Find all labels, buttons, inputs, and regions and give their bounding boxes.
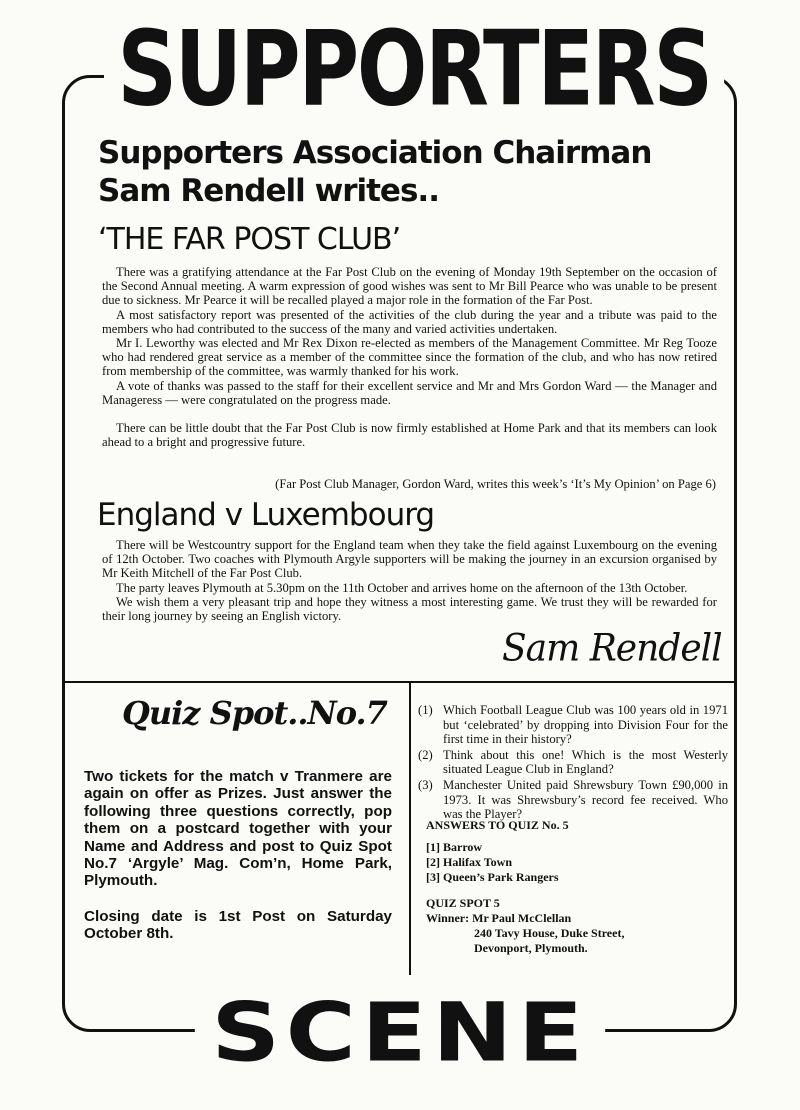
quiz-closing-date: Closing date is 1st Post on Saturday October 8th. xyxy=(84,907,392,943)
article-paragraph: There can be little doubt that the Far Post Club is now firmly established at Home Park and that its members can look ahead to a bright and progressive future. xyxy=(102,421,717,450)
sam-rendell-signature: Sam Rendell xyxy=(502,626,722,671)
england-luxembourg-article xyxy=(102,538,717,623)
quiz-instructions xyxy=(84,768,392,943)
article-paragraph: Mr I. Leworthy was elected and Mr Rex Dixon re-elected as members of the Management Committee. Mr Reg Tooze who had rendered great service as a member of the committee since the formation of the club, and who has now retired from membership of the committee, was warmly thanked for his work. xyxy=(102,336,717,379)
answer-item: [1] Barrow xyxy=(426,840,483,854)
question-text: Think about this one! Which is the most Westerly situated League Club in England? xyxy=(443,747,728,777)
far-post-club-title: ‘THE FAR POST CLUB’ xyxy=(98,222,401,257)
quiz-answers xyxy=(426,818,726,956)
quiz-question xyxy=(418,778,728,822)
quiz-winner xyxy=(426,896,726,956)
chairman-headline xyxy=(98,134,651,210)
answer-item: [3] Queen’s Park Rangers xyxy=(426,870,559,884)
section-divider xyxy=(62,681,737,683)
scene-banner-text: SCENE xyxy=(195,985,606,1080)
quiz-question xyxy=(418,748,728,777)
question-text: Manchester United paid Shrewsbury Town £90,000 in 1973. It was Shrewsbury’s record fee received. Who was the Player? xyxy=(443,777,728,822)
question-number: (3) xyxy=(418,777,433,792)
article-paragraph: The party leaves Plymouth at 5.30pm on the 11th October and arrives home on the afternoon of the 13th October. xyxy=(116,580,688,595)
supporters-banner xyxy=(104,9,711,130)
quiz-intro-text: Two tickets for the match v Tranmere are again on offer as Prizes. Just answer the following three questions correctly, pop them on a postcard together with your Name and Address and post to Quiz Spot No.7 ‘Argyle’ Mag. Com’n, Home Park, Plymouth. xyxy=(84,768,392,890)
question-number: (2) xyxy=(418,747,433,762)
answers-list xyxy=(426,840,726,885)
column-divider xyxy=(409,683,411,975)
answer-item: [2] Halifax Town xyxy=(426,855,513,869)
supporters-banner-text: SUPPORTERS xyxy=(104,10,724,130)
quiz-question xyxy=(418,703,728,747)
article-paragraph: A vote of thanks was passed to the staff for their excellent service and Mr and Mrs Gordon Ward — the Manager and Manageress — were congratulated on the progress made. xyxy=(102,378,717,407)
article-paragraph: A most satisfactory report was presented of the activities of the club during the year and a tribute was paid to the members who had contributed to the success of the many and varied activities undertaken. xyxy=(102,307,717,336)
question-text: Which Football League Club was 100 years old in 1971 but ‘celebrated’ by dropping into Division Four for the first time in their history? xyxy=(443,703,728,747)
manager-note: (Far Post Club Manager, Gordon Ward, writes this week’s ‘It’s My Opinion’ on Page 6) xyxy=(275,477,716,491)
scene-banner xyxy=(32,984,768,1081)
far-post-club-article xyxy=(102,265,717,449)
winner-heading: QUIZ SPOT 5 xyxy=(426,896,500,910)
article-paragraph: We wish them a very pleasant trip and hope they witness a most interesting game. We trust they will be rewarded for their long journey by seeing an English victory. xyxy=(102,594,717,624)
article-paragraph: There will be Westcountry support for the England team when they take the field against Luxembourg on the evening of 12th October. Two coaches with Plymouth Argyle supporters will be making the journey in an excursion organised by Mr Keith Mitchell of the Far Post Club. xyxy=(102,538,717,581)
answers-heading: ANSWERS TO QUIZ No. 5 xyxy=(426,818,569,832)
question-number: (1) xyxy=(418,703,433,717)
winner-address-line: Devonport, Plymouth. xyxy=(474,941,588,955)
winner-name: Winner: Mr Paul McClellan xyxy=(426,911,572,925)
england-luxembourg-title: England v Luxembourg xyxy=(97,497,435,533)
winner-address-line: 240 Tavy House, Duke Street, xyxy=(474,926,625,940)
quiz-spot-title: Quiz Spot..No.7 xyxy=(122,694,387,732)
headline-line-2: Sam Rendell writes.. xyxy=(98,173,439,209)
article-paragraph: There was a gratifying attendance at the Far Post Club on the evening of Monday 19th September on the occasion of the Second Annual meeting. A warm expression of good wishes was sent to Mr Bill Pearce who was unable to be present due to sickness. Mr Pearce it will be recalled played a major role in the formation of the Far Post. xyxy=(102,265,717,308)
headline-line-1: Supporters Association Chairman xyxy=(98,135,652,171)
quiz-questions-list xyxy=(418,703,728,823)
